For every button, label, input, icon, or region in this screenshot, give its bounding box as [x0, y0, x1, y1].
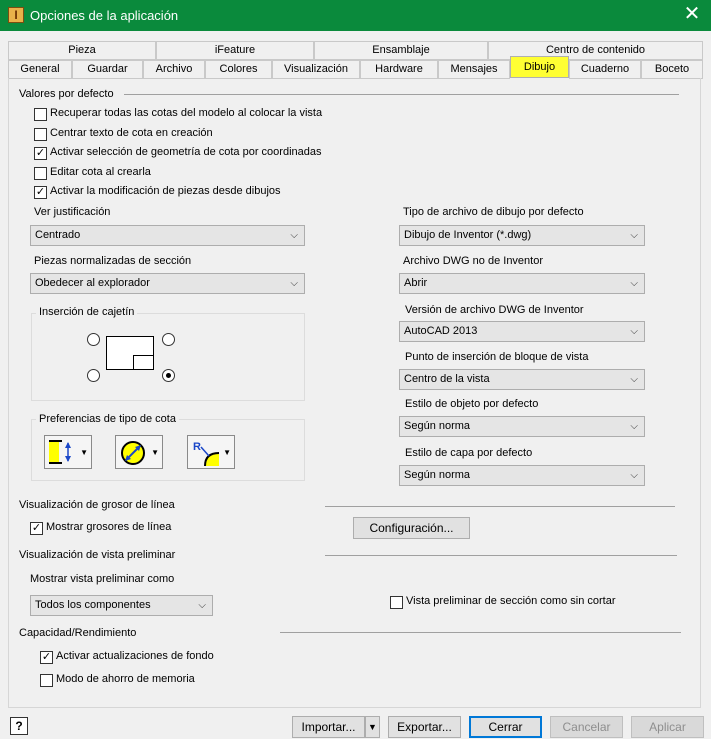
importar-button[interactable]: Importar... [292, 716, 365, 738]
grosor-heading: Visualización de grosor de línea [19, 499, 175, 511]
mostrar-preliminar-label: Mostrar vista preliminar como [30, 573, 175, 585]
punto-insercion-label: Punto de inserción de bloque de vista [405, 351, 589, 363]
tipo-archivo-select[interactable] [399, 225, 645, 246]
estilo-objeto-select[interactable] [399, 416, 645, 437]
checkbox-label: Recuperar todas las cotas del modelo al colocar la vista [50, 107, 323, 119]
checkbox[interactable] [34, 128, 47, 141]
checkbox-checked[interactable]: ✓ [35, 186, 46, 198]
insercion-cajetin-group [31, 313, 305, 401]
configuracion-button[interactable]: Configuración... [353, 517, 470, 539]
estilo-capa-select[interactable] [399, 465, 645, 486]
checkbox-row[interactable] [390, 595, 690, 611]
chevron-down-icon: ⌵ [630, 278, 638, 289]
ver-justificacion-label: Ver justificación [34, 206, 111, 218]
checkbox-row[interactable] [34, 127, 454, 143]
select-value: Obedecer al explorador [35, 277, 150, 289]
tab-boceto[interactable]: Boceto [641, 60, 703, 79]
checkbox-label: Activar la modificación de piezas desde dibujos [50, 185, 281, 197]
radio-bottom-right[interactable] [162, 369, 175, 382]
divider [280, 632, 681, 633]
tab-ifeature[interactable]: iFeature [156, 41, 314, 60]
preferencias-cota-title: Preferencias de tipo de cota [36, 413, 179, 425]
checkbox-label: Centrar texto de cota en creación [50, 127, 213, 139]
chevron-down-icon: ⌵ [630, 326, 638, 337]
capacidad-heading: Capacidad/Rendimiento [19, 627, 137, 639]
caret-down-icon: ▼ [151, 448, 159, 457]
checkbox-row[interactable] [34, 107, 454, 123]
checkbox[interactable] [34, 167, 47, 180]
linear-dimension-button[interactable] [44, 435, 92, 469]
radius-dimension-button[interactable] [187, 435, 235, 469]
radio-top-right[interactable] [162, 333, 175, 346]
tab-dibujo[interactable]: Dibujo [510, 56, 569, 78]
checkbox-row[interactable] [34, 166, 454, 182]
divider [325, 506, 675, 507]
checkbox-row[interactable] [30, 521, 290, 537]
tipo-archivo-label: Tipo de archivo de dibujo por defecto [403, 206, 584, 218]
checkbox-label: Mostrar grosores de línea [46, 521, 172, 533]
checkbox-label: Activar actualizaciones de fondo [56, 650, 214, 662]
linear-dimension-icon [48, 439, 78, 465]
select-value: Abrir [404, 277, 428, 289]
divider [325, 555, 677, 556]
tab-archivo[interactable]: Archivo [143, 60, 205, 79]
chevron-down-icon: ⌵ [630, 421, 638, 432]
chevron-down-icon: ⌵ [290, 278, 298, 289]
checkbox-label: Activar selección de geometría de cota por coordinadas [50, 146, 322, 158]
radius-dimension-icon [191, 439, 223, 467]
tab-guardar[interactable]: Guardar [72, 60, 143, 79]
sheet-preview [106, 336, 154, 370]
checkbox-label: Modo de ahorro de memoria [56, 673, 195, 685]
tab-visualizacion[interactable]: Visualización [272, 60, 360, 79]
defaults-heading: Valores por defecto [19, 88, 114, 100]
piezas-normalizadas-label: Piezas normalizadas de sección [34, 255, 192, 267]
checkbox[interactable] [390, 596, 403, 609]
piezas-normalizadas-select[interactable] [30, 273, 305, 294]
checkbox-label: Editar cota al crearla [50, 166, 151, 178]
tab-centro-contenido[interactable]: Centro de contenido [488, 41, 703, 60]
archivo-dwg-select[interactable] [399, 273, 645, 294]
checkbox-checked[interactable]: ✓ [35, 147, 46, 159]
svg-text:R: R [193, 441, 201, 453]
window-title: Opciones de la aplicación [30, 8, 179, 23]
select-value: Según norma [404, 469, 471, 481]
tab-pieza[interactable]: Pieza [8, 41, 156, 60]
tab-colores[interactable]: Colores [205, 60, 272, 79]
help-button[interactable]: ? [10, 717, 28, 735]
tab-cuaderno[interactable]: Cuaderno [569, 60, 641, 79]
select-value: Dibujo de Inventor (*.dwg) [404, 229, 532, 241]
version-dwg-label: Versión de archivo DWG de Inventor [405, 304, 584, 316]
select-value: Centro de la vista [404, 373, 490, 385]
version-dwg-select[interactable] [399, 321, 645, 342]
ver-justificacion-select[interactable] [30, 225, 305, 246]
punto-insercion-select[interactable] [399, 369, 645, 390]
importar-dropdown-icon[interactable]: ▼ [365, 716, 380, 738]
estilo-capa-label: Estilo de capa por defecto [405, 447, 533, 459]
diameter-dimension-icon [119, 439, 149, 467]
divider [124, 94, 679, 95]
checkbox-checked[interactable]: ✓ [31, 522, 42, 534]
checkbox-row[interactable] [34, 185, 454, 201]
chevron-down-icon: ⌵ [630, 374, 638, 385]
archivo-dwg-label: Archivo DWG no de Inventor [403, 255, 544, 267]
estilo-objeto-label: Estilo de objeto por defecto [405, 398, 539, 410]
tab-general[interactable]: General [8, 60, 72, 79]
checkbox-checked[interactable]: ✓ [41, 651, 52, 663]
select-value: Según norma [404, 420, 471, 432]
inventor-app-icon: I [8, 7, 24, 23]
chevron-down-icon: ⌵ [290, 230, 298, 241]
cancelar-button[interactable]: Cancelar [550, 716, 623, 738]
diameter-dimension-button[interactable] [115, 435, 163, 469]
title-block-icon [133, 355, 153, 369]
checkbox-row[interactable] [34, 146, 454, 162]
select-value: AutoCAD 2013 [404, 325, 478, 337]
checkbox-row[interactable] [40, 650, 300, 666]
cerrar-button[interactable]: Cerrar [469, 716, 542, 738]
checkbox[interactable] [34, 108, 47, 121]
caret-down-icon: ▼ [223, 448, 231, 457]
radio-bottom-left[interactable] [87, 369, 100, 382]
aplicar-button[interactable]: Aplicar [631, 716, 704, 738]
exportar-button[interactable]: Exportar... [388, 716, 461, 738]
preliminar-heading: Visualización de vista preliminar [19, 549, 176, 561]
select-value: Centrado [35, 229, 81, 241]
mostrar-preliminar-select[interactable] [30, 595, 213, 616]
title-bar [0, 0, 711, 31]
chevron-down-icon: ⌵ [198, 600, 206, 611]
close-icon[interactable]: ✕ [683, 3, 701, 25]
checkbox-row[interactable] [40, 673, 300, 689]
radio-top-left[interactable] [87, 333, 100, 346]
tab-ensamblaje[interactable]: Ensamblaje [314, 41, 488, 60]
checkbox[interactable] [40, 674, 53, 687]
checkbox-label: Vista preliminar de sección como sin cortar [406, 595, 616, 607]
chevron-down-icon: ⌵ [630, 230, 638, 241]
select-value: Todos los componentes [35, 599, 151, 611]
caret-down-icon: ▼ [80, 448, 88, 457]
chevron-down-icon: ⌵ [630, 470, 638, 481]
tab-hardware[interactable]: Hardware [360, 60, 438, 79]
tab-mensajes[interactable]: Mensajes [438, 60, 510, 79]
insercion-cajetin-title: Inserción de cajetín [36, 306, 137, 318]
